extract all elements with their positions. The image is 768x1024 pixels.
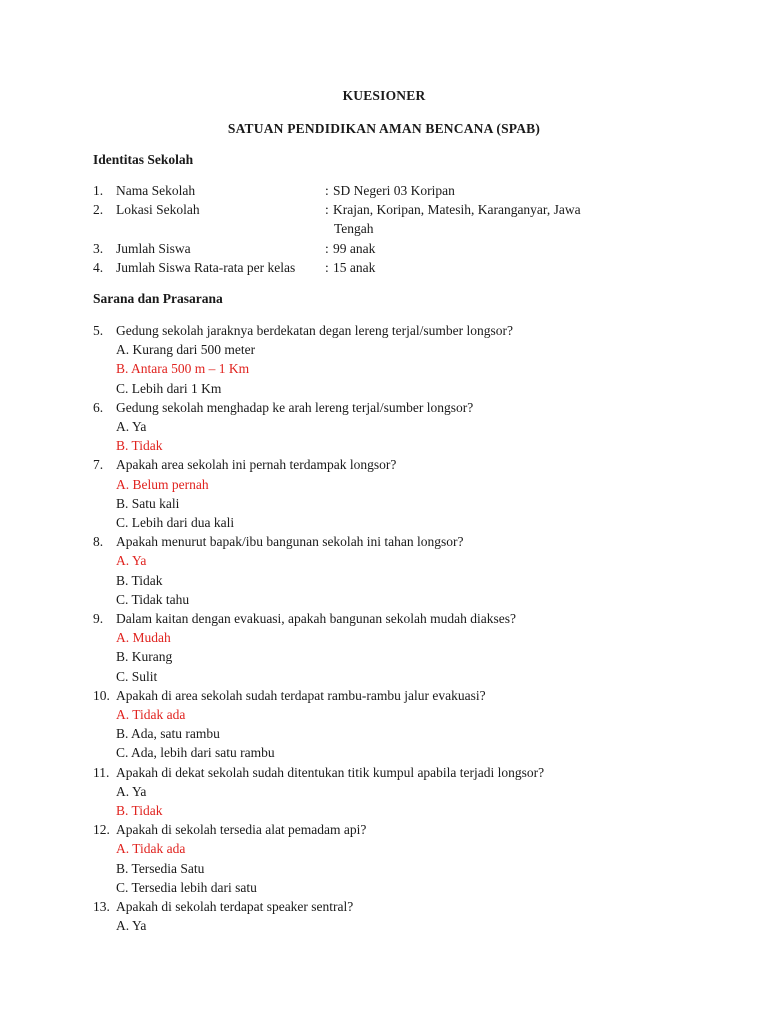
answer-option-selected[interactable]: B. Antara 500 m – 1 Km xyxy=(116,361,250,377)
question-number: 6. xyxy=(93,399,104,415)
answer-option[interactable]: C. Tidak tahu xyxy=(116,591,190,607)
identity-value: 99 anak xyxy=(333,241,376,256)
answer-option-selected[interactable]: A. Tidak ada xyxy=(116,841,186,857)
question-number: 9. xyxy=(93,611,104,626)
question-text: Apakah di sekolah terdapat speaker sentral? xyxy=(116,899,354,914)
answer-option[interactable]: C. Tersedia lebih dari satu xyxy=(116,879,257,895)
section-heading-identity: Identitas Sekolah xyxy=(93,152,194,167)
question-number: 11. xyxy=(93,764,110,780)
question-number: 10. xyxy=(93,687,110,703)
question-text: Dalam kaitan dengan evakuasi, apakah bangunan sekolah mudah diakses? xyxy=(116,611,516,626)
answer-option[interactable]: C. Sulit xyxy=(116,668,158,684)
answer-option[interactable]: A. Kurang dari 500 meter xyxy=(116,342,256,358)
answer-option-selected[interactable]: A. Mudah xyxy=(116,630,171,646)
question-text: Apakah di dekat sekolah sudah ditentukan titik kumpul apabila terjadi longsor? xyxy=(116,764,545,780)
identity-label: Nama Sekolah xyxy=(116,183,196,198)
identity-value: SD Negeri 03 Koripan xyxy=(333,183,455,198)
identity-label: Jumlah Siswa Rata-rata per kelas xyxy=(116,260,296,275)
answer-option[interactable]: B. Ada, satu rambu xyxy=(116,726,220,742)
question-number: 12. xyxy=(93,822,110,838)
answer-option[interactable]: B. Kurang xyxy=(116,649,173,665)
identity-value: 15 anak xyxy=(333,260,376,275)
document-subtitle: SATUAN PENDIDIKAN AMAN BENCANA (SPAB) xyxy=(227,121,541,136)
item-number: 3. xyxy=(93,241,104,256)
question-number: 8. xyxy=(93,534,104,550)
item-number: 2. xyxy=(93,202,104,217)
answer-option[interactable]: A. Ya xyxy=(116,783,147,799)
question-text: Gedung sekolah menghadap ke arah lereng terjal/sumber longsor? xyxy=(116,399,474,415)
answer-option[interactable]: C. Lebih dari dua kali xyxy=(116,515,235,530)
identity-colon: : xyxy=(325,202,329,217)
identity-value: Krajan, Koripan, Matesih, Karanganyar, Jawa xyxy=(333,202,581,217)
answer-option[interactable]: A. Ya xyxy=(116,419,147,434)
question-number: 5. xyxy=(93,323,104,338)
item-number: 4. xyxy=(93,260,104,275)
answer-option-selected[interactable]: B. Tidak xyxy=(116,438,163,454)
question-number: 13. xyxy=(93,899,110,914)
answer-option[interactable]: B. Satu kali xyxy=(116,495,180,511)
question-text: Gedung sekolah jaraknya berdekatan degan lereng terjal/sumber longsor? xyxy=(116,323,513,338)
answer-option[interactable]: C. Ada, lebih dari satu rambu xyxy=(116,745,275,761)
identity-colon: : xyxy=(325,260,329,275)
answer-option[interactable]: C. Lebih dari 1 Km xyxy=(116,380,222,396)
answer-option[interactable]: B. Tersedia Satu xyxy=(116,860,205,876)
document-title: KUESIONER xyxy=(342,88,426,103)
answer-option-selected[interactable]: A. Tidak ada xyxy=(116,707,186,722)
identity-colon: : xyxy=(325,241,329,256)
answer-option-selected[interactable]: A. Belum pernah xyxy=(116,476,209,492)
identity-colon: : xyxy=(325,183,329,198)
answer-option[interactable]: A. Ya xyxy=(116,918,147,934)
item-number: 1. xyxy=(93,183,104,198)
identity-label: Jumlah Siswa xyxy=(116,241,191,256)
question-text: Apakah di area sekolah sudah terdapat rambu-rambu jalur evakuasi? xyxy=(116,687,486,703)
answer-option[interactable]: B. Tidak xyxy=(116,572,163,588)
answer-option-selected[interactable]: B. Tidak xyxy=(116,803,163,818)
question-text: Apakah menurut bapak/ibu bangunan sekolah ini tahan longsor? xyxy=(116,534,464,550)
question-text: Apakah di sekolah tersedia alat pemadam api? xyxy=(116,822,367,838)
answer-option-selected[interactable]: A. Ya xyxy=(116,553,147,569)
identity-value-continuation: Tengah xyxy=(334,221,374,236)
section-heading-facilities: Sarana dan Prasarana xyxy=(93,291,223,306)
question-text: Apakah area sekolah ini pernah terdampak longsor? xyxy=(116,457,397,473)
identity-label: Lokasi Sekolah xyxy=(116,202,200,217)
question-number: 7. xyxy=(93,457,104,473)
